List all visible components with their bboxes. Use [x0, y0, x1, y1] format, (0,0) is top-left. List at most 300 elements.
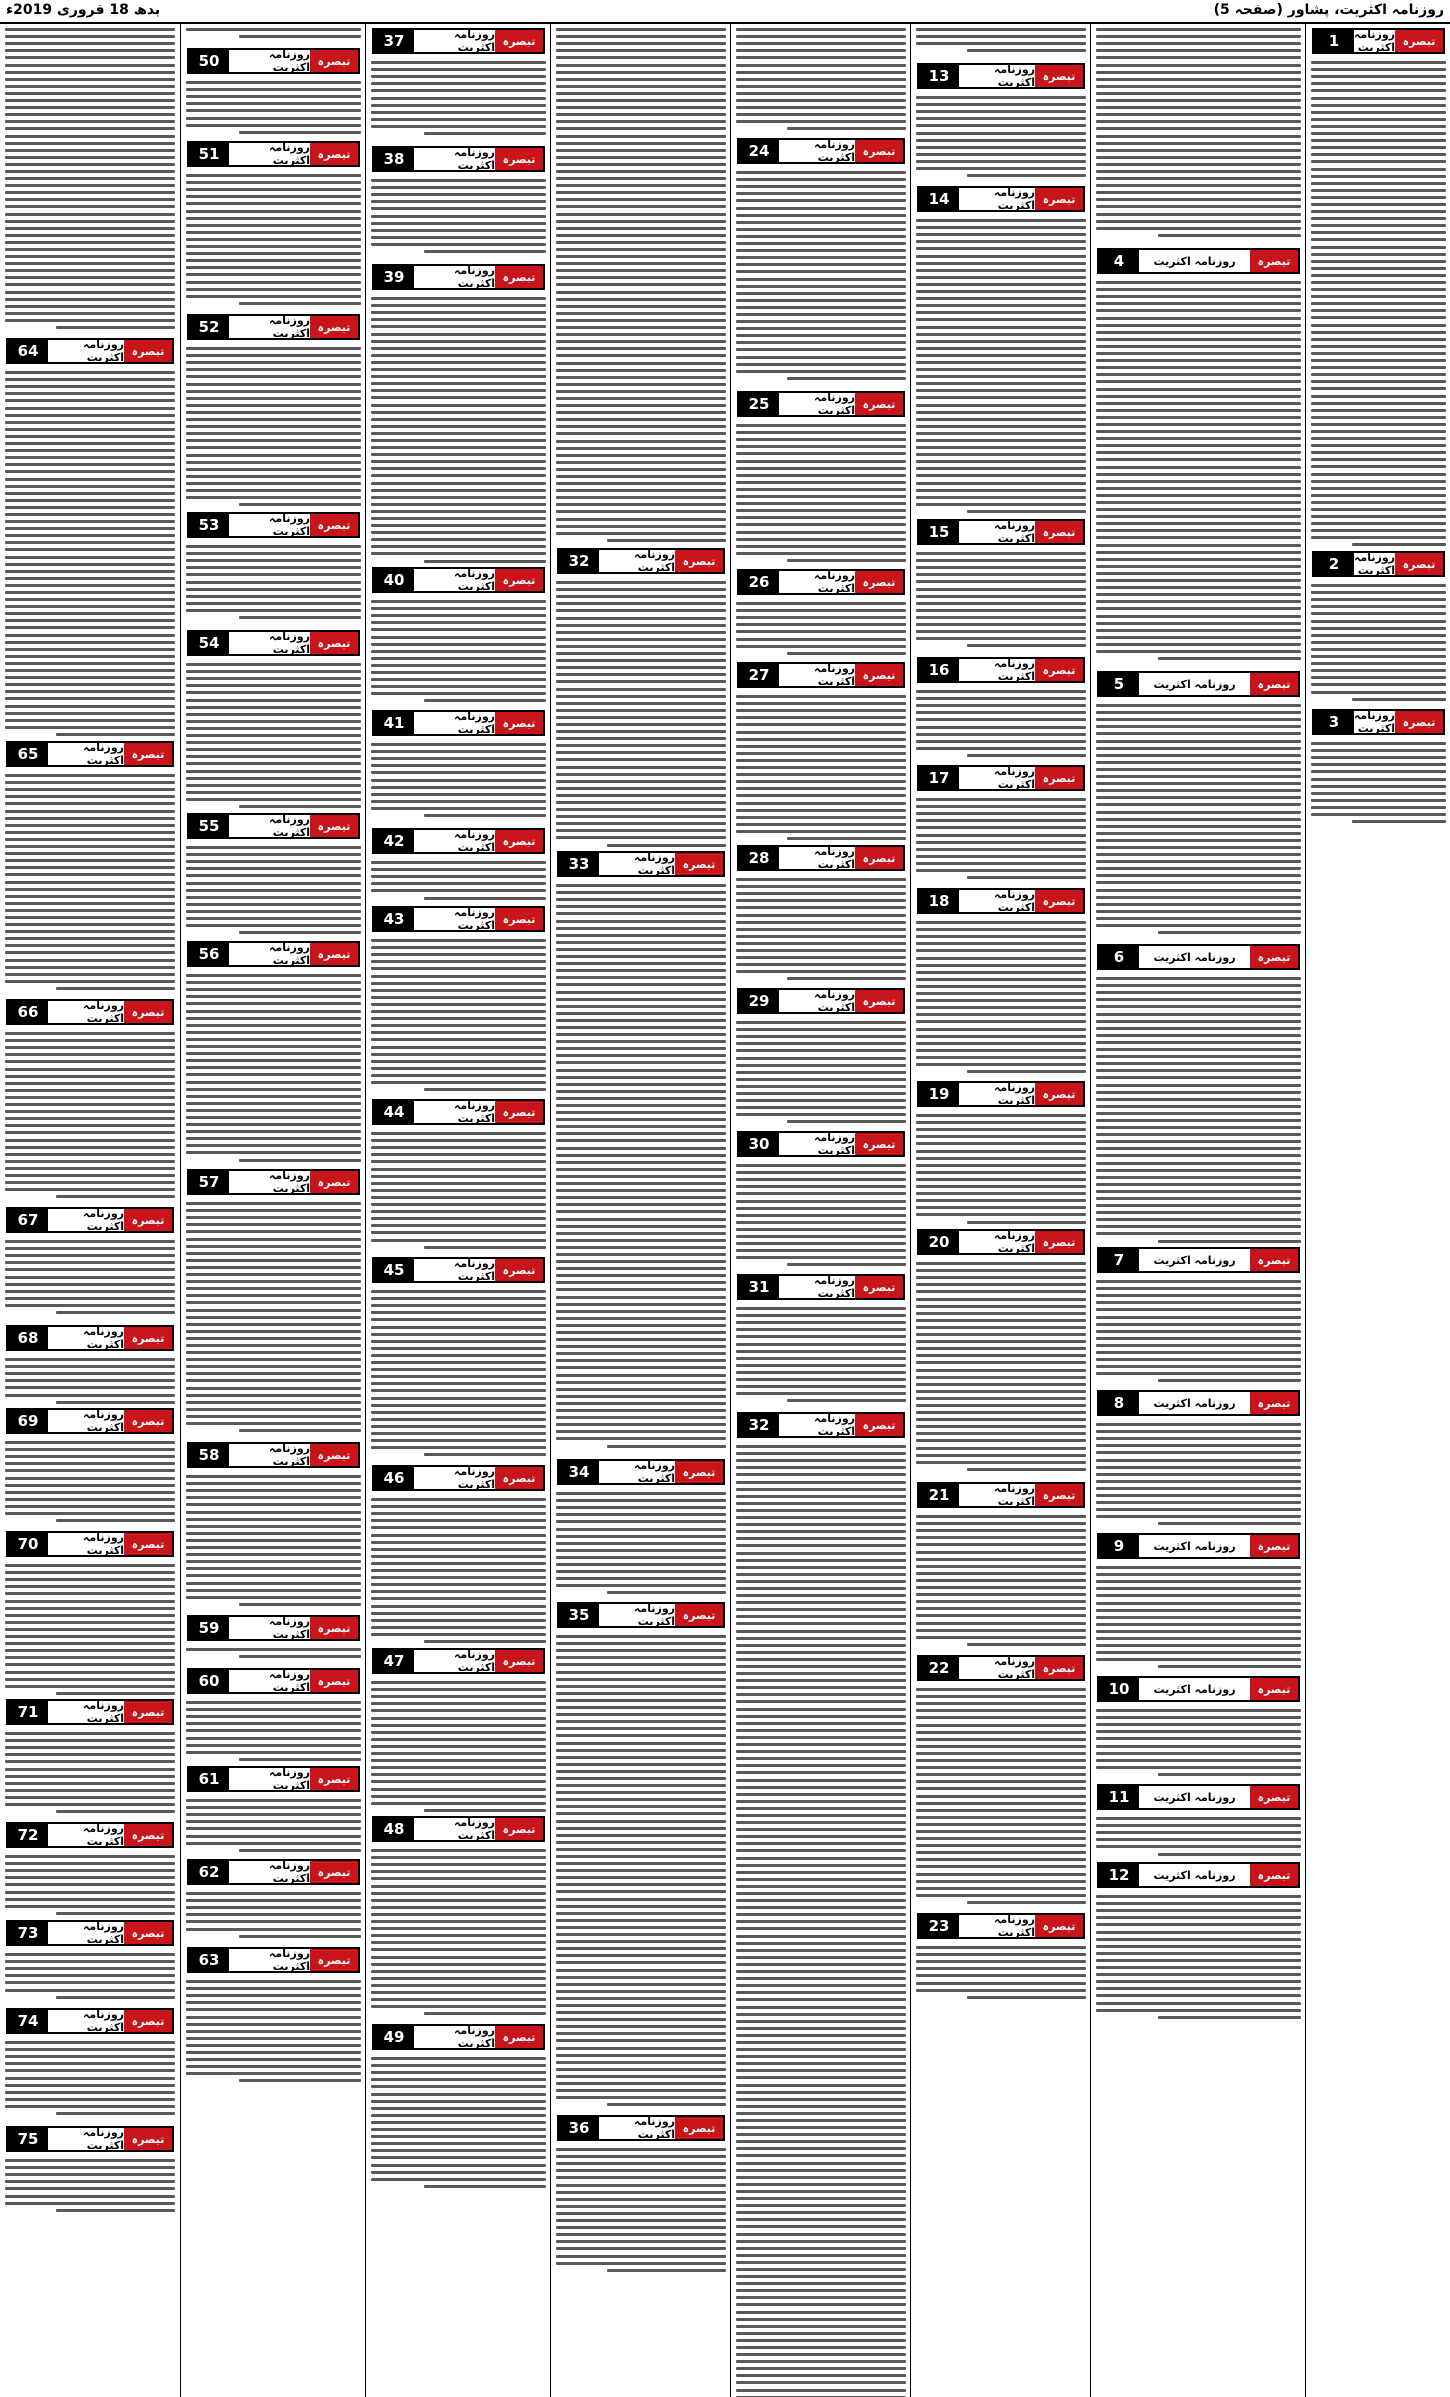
news-body: [371, 1845, 546, 2020]
news-number: 20: [919, 1231, 959, 1253]
news-source: روزنامہ اکثریت: [268, 48, 310, 74]
news-source: روزنامہ اکثریت: [453, 146, 495, 172]
news-label: تبصرہ: [495, 830, 543, 852]
news-item: [181, 813, 366, 937]
news-label: تبصرہ: [1250, 673, 1298, 695]
news-item: [551, 1459, 731, 1598]
news-body: [736, 691, 906, 841]
news-number: 7: [1099, 1249, 1139, 1271]
news-item: [551, 548, 731, 847]
news-label: تبصرہ: [495, 266, 543, 288]
news-item: [366, 710, 551, 824]
news-label: تبصرہ: [124, 1209, 172, 1231]
news-label: تبصرہ: [675, 2117, 723, 2139]
news-item: [181, 48, 366, 137]
news-item: [181, 1668, 366, 1762]
news-label: تبصرہ: [855, 571, 903, 593]
news-label: تبصرہ: [495, 712, 543, 734]
news-body: [5, 1354, 175, 1404]
news-source: روزنامہ اکثریت: [993, 888, 1035, 914]
news-item: [731, 1131, 911, 1270]
news-body: [186, 541, 361, 626]
news-source: روزنامہ اکثریت: [268, 1859, 310, 1885]
news-tag: [737, 1131, 905, 1157]
news-number: 9: [1099, 1535, 1139, 1557]
news-number: 55: [189, 815, 229, 837]
news-label: تبصرہ: [1035, 1083, 1083, 1105]
news-source: روزنامہ اکثریت: [1153, 950, 1236, 964]
news-body: [916, 1110, 1086, 1225]
news-body: [186, 1795, 361, 1855]
news-body: [186, 343, 361, 508]
news-body: [736, 1303, 906, 1408]
page-header: [0, 0, 1450, 24]
news-body: [5, 1728, 175, 1818]
news-source: روزنامہ اکثریت: [268, 141, 310, 167]
news-number: 4: [1099, 250, 1139, 272]
news-tag: [187, 1947, 360, 1973]
news-label: تبصرہ: [1250, 1678, 1298, 1700]
news-source: روزنامہ اکثریت: [82, 1822, 124, 1848]
news-tag: [6, 1408, 174, 1434]
news-source: روزنامہ اکثریت: [1153, 1868, 1236, 1882]
news-label: تبصرہ: [855, 847, 903, 869]
news-item: [551, 2115, 731, 2274]
news-body: [916, 794, 1086, 884]
news-label: تبصرہ: [855, 664, 903, 686]
news-body: [916, 917, 1086, 1077]
news-number: 62: [189, 1861, 229, 1883]
news-body: [371, 1128, 546, 1253]
news-number: 75: [8, 2128, 48, 2150]
news-body: [736, 1441, 906, 2397]
news-item: [366, 28, 551, 142]
news-number: 67: [8, 1209, 48, 1231]
news-body: [1096, 973, 1301, 1243]
news-label: تبصرہ: [495, 569, 543, 591]
news-source: روزنامہ اکثریت: [633, 1459, 675, 1485]
news-label: تبصرہ: [310, 815, 358, 837]
news-body: [5, 1437, 175, 1527]
news-item: [1091, 1862, 1306, 2021]
news-number: 52: [189, 316, 229, 338]
news-number: 39: [374, 266, 414, 288]
news-number: 21: [919, 1484, 959, 1506]
news-item: [731, 662, 911, 841]
news-label: تبصرہ: [1250, 1864, 1298, 1886]
news-body: [371, 935, 546, 1095]
news-body: [371, 293, 546, 563]
news-tag: [187, 941, 360, 967]
news-body: [186, 1697, 361, 1762]
news-tag: [187, 1668, 360, 1694]
news-tag: [737, 138, 905, 164]
news-number: 47: [374, 1650, 414, 1672]
news-number: 65: [8, 743, 48, 765]
news-item: [366, 1465, 551, 1644]
news-source: روزنامہ اکثریت: [993, 657, 1035, 683]
news-label: تبصرہ: [310, 514, 358, 536]
news-number: 25: [739, 393, 779, 415]
news-number: 12: [1099, 1864, 1139, 1886]
news-body: [371, 1286, 546, 1461]
news-label: تبصرہ: [1035, 65, 1083, 87]
news-label: تبصرہ: [675, 853, 723, 875]
news-item: [181, 1615, 366, 1664]
news-label: تبصرہ: [495, 1101, 543, 1123]
news-label: تبصرہ: [124, 1533, 172, 1555]
news-tag: [372, 1648, 545, 1674]
news-source: روزنامہ اکثریت: [1353, 551, 1396, 577]
news-body: [916, 92, 1086, 182]
news-number: 72: [8, 1824, 48, 1846]
news-label: تبصرہ: [124, 1922, 172, 1944]
news-number: 57: [189, 1171, 229, 1193]
news-label: تبصرہ: [1250, 1249, 1298, 1271]
issue-date: بدھ 18 فروری 2019ء: [6, 2, 161, 18]
news-number: 61: [189, 1768, 229, 1790]
news-item: [911, 24, 1091, 59]
news-label: تبصرہ: [1250, 1535, 1298, 1557]
news-tag: [372, 264, 545, 290]
news-body: [186, 1198, 361, 1438]
news-label: تبصرہ: [855, 393, 903, 415]
news-label: تبصرہ: [855, 1133, 903, 1155]
news-item: [181, 512, 366, 626]
news-item: [911, 888, 1091, 1077]
news-number: 73: [8, 1922, 48, 1944]
news-label: تبصرہ: [855, 1276, 903, 1298]
news-label: تبصرہ: [124, 2128, 172, 2150]
news-item: [366, 906, 551, 1095]
news-item: [911, 657, 1091, 761]
news-number: 36: [559, 2117, 599, 2139]
news-item: [1091, 1533, 1306, 1672]
news-number: 50: [189, 50, 229, 72]
news-tag: [917, 765, 1085, 791]
news-source: روزنامہ اکثریت: [993, 1482, 1035, 1508]
news-item: [0, 24, 180, 334]
news-item: [0, 1531, 180, 1695]
news-tag: [917, 888, 1085, 914]
news-label: تبصرہ: [124, 340, 172, 362]
news-body: [5, 1028, 175, 1203]
news-source: روزنامہ اکثریت: [813, 662, 855, 688]
news-item: [911, 1482, 1091, 1651]
news-item: [0, 338, 180, 737]
news-source: روزنامہ اکثریت: [453, 264, 495, 290]
news-item: [731, 569, 911, 658]
masthead: روزنامہ اکثریت، پشاور (صفحہ 5): [1213, 2, 1444, 18]
news-number: 26: [739, 571, 779, 593]
news-body: [736, 420, 906, 565]
news-body: [371, 596, 546, 706]
news-item: [551, 24, 731, 544]
news-item: [0, 1325, 180, 1404]
news-tag: [1312, 551, 1445, 577]
news-label: تبصرہ: [855, 990, 903, 1012]
news-label: تبصرہ: [1035, 1484, 1083, 1506]
news-body: [916, 215, 1086, 515]
news-body: [186, 970, 361, 1165]
news-number: 42: [374, 830, 414, 852]
news-label: تبصرہ: [310, 1617, 358, 1639]
news-tag: [187, 141, 360, 167]
news-label: تبصرہ: [124, 743, 172, 765]
news-label: تبصرہ: [310, 50, 358, 72]
news-label: تبصرہ: [1250, 250, 1298, 272]
news-item: [731, 988, 911, 1127]
news-source: روزنامہ اکثریت: [633, 2115, 675, 2141]
news-item: [731, 845, 911, 984]
news-number: 40: [374, 569, 414, 591]
news-label: تبصرہ: [124, 1701, 172, 1723]
news-item: [911, 519, 1091, 653]
news-tag: [187, 630, 360, 656]
news-tag: [372, 146, 545, 172]
news-tag: [1097, 1390, 1300, 1416]
news-item: [366, 1099, 551, 1253]
news-item: [181, 314, 366, 508]
news-label: تبصرہ: [495, 148, 543, 170]
news-tag: [187, 1615, 360, 1641]
news-source: روزنامہ اکثریت: [82, 1531, 124, 1557]
news-tag: [917, 63, 1085, 89]
news-item: [911, 186, 1091, 515]
news-source: روزنامہ اکثریت: [82, 999, 124, 1025]
news-label: تبصرہ: [1250, 946, 1298, 968]
news-label: تبصرہ: [495, 1467, 543, 1489]
news-item: [181, 1766, 366, 1855]
news-source: روزنامہ اکثریت: [268, 630, 310, 656]
news-tag: [372, 2024, 545, 2050]
news-number: 5: [1099, 673, 1139, 695]
news-body: [916, 1258, 1086, 1478]
news-body: [1096, 700, 1301, 940]
news-tag: [737, 845, 905, 871]
news-label: تبصرہ: [310, 1861, 358, 1883]
news-number: 29: [739, 990, 779, 1012]
news-source: روزنامہ اکثریت: [268, 1615, 310, 1641]
news-number: 60: [189, 1670, 229, 1692]
news-source: روزنامہ اکثریت: [813, 138, 855, 164]
news-item: [731, 391, 911, 565]
news-number: 70: [8, 1533, 48, 1555]
news-label: تبصرہ: [1250, 1392, 1298, 1414]
news-body: [5, 24, 175, 334]
news-number: 35: [559, 1604, 599, 1626]
news-number: 13: [919, 65, 959, 87]
news-source: روزنامہ اکثریت: [453, 1465, 495, 1491]
news-tag: [6, 2126, 174, 2152]
news-number: 32: [559, 550, 599, 572]
news-number: 33: [559, 853, 599, 875]
news-tag: [917, 1482, 1085, 1508]
news-body: [5, 770, 175, 995]
news-tag: [372, 1257, 545, 1283]
news-item: [1091, 671, 1306, 940]
news-source: روزنامہ اکثریت: [633, 1602, 675, 1628]
news-body: [736, 874, 906, 984]
news-source: روزنامہ اکثریت: [993, 1655, 1035, 1681]
news-label: تبصرہ: [855, 140, 903, 162]
news-source: روزنامہ اکثریت: [453, 906, 495, 932]
news-tag: [1097, 671, 1300, 697]
news-source: روزنامہ اکثریت: [82, 1325, 124, 1351]
news-body: [1096, 1562, 1301, 1672]
news-label: تبصرہ: [1035, 1657, 1083, 1679]
news-source: روزنامہ اکثریت: [1353, 709, 1396, 735]
news-source: روزنامہ اکثریت: [1153, 254, 1236, 268]
news-item: [551, 851, 731, 1455]
news-body: [556, 577, 726, 847]
news-number: 44: [374, 1101, 414, 1123]
news-tag: [6, 1207, 174, 1233]
news-source: روزنامہ اکثریت: [813, 391, 855, 417]
column-c2: [1090, 24, 1306, 2397]
news-item: [1091, 1247, 1306, 1386]
news-body: [371, 1677, 546, 1812]
news-label: تبصرہ: [675, 1604, 723, 1626]
news-source: روزنامہ اکثریت: [82, 1699, 124, 1725]
news-tag: [1097, 944, 1300, 970]
news-body: [5, 2037, 175, 2122]
news-label: تبصرہ: [310, 943, 358, 965]
news-number: 48: [374, 1818, 414, 1840]
news-item: [1306, 709, 1450, 828]
news-tag: [737, 988, 905, 1014]
news-number: 56: [189, 943, 229, 965]
news-tag: [1312, 28, 1445, 54]
news-item: [366, 2024, 551, 2193]
news-tag: [557, 851, 725, 877]
news-tag: [1097, 1784, 1300, 1810]
news-source: روزنامہ اکثریت: [993, 1229, 1035, 1255]
news-source: روزنامہ اکثریت: [633, 548, 675, 574]
column-c6: [365, 24, 551, 2397]
news-source: روزنامہ اکثریت: [1153, 1682, 1236, 1696]
news-tag: [372, 567, 545, 593]
news-tag: [1097, 1676, 1300, 1702]
news-body: [1096, 277, 1301, 667]
news-source: روزنامہ اکثریت: [813, 1131, 855, 1157]
news-item: [1091, 1784, 1306, 1858]
news-label: تبصرہ: [1250, 1786, 1298, 1808]
news-label: تبصرہ: [495, 908, 543, 930]
news-tag: [917, 657, 1085, 683]
news-source: روزنامہ اکثریت: [1153, 1539, 1236, 1553]
news-source: روزنامہ اکثریت: [82, 338, 124, 364]
news-body: [5, 1851, 175, 1916]
news-source: روزنامہ اکثریت: [82, 741, 124, 767]
news-source: روزنامہ اکثریت: [268, 1442, 310, 1468]
news-tag: [917, 1081, 1085, 1107]
news-number: 3: [1314, 711, 1354, 733]
news-item: [911, 63, 1091, 182]
news-item: [1091, 1390, 1306, 1529]
news-body: [186, 1471, 361, 1611]
news-body: [916, 1511, 1086, 1651]
news-source: روزنامہ اکثریت: [453, 828, 495, 854]
news-label: تبصرہ: [495, 1818, 543, 1840]
news-tag: [372, 710, 545, 736]
news-tag: [187, 1766, 360, 1792]
news-item: [1091, 1676, 1306, 1780]
news-label: تبصرہ: [675, 550, 723, 572]
news-body: [736, 167, 906, 387]
news-label: تبصرہ: [124, 1327, 172, 1349]
news-number: 68: [8, 1327, 48, 1349]
news-body: [186, 170, 361, 310]
news-body: [736, 598, 906, 658]
column-c7: [180, 24, 366, 2397]
news-item: [366, 1257, 551, 1461]
news-tag: [737, 1274, 905, 1300]
news-item: [731, 1412, 911, 2397]
news-item: [366, 567, 551, 706]
column-c8: [0, 24, 180, 2397]
news-source: روزنامہ اکثریت: [813, 845, 855, 871]
news-body: [1311, 580, 1446, 705]
news-source: روزنامہ اکثریت: [82, 2126, 124, 2152]
news-item: [0, 1408, 180, 1527]
news-number: 19: [919, 1083, 959, 1105]
news-number: 43: [374, 908, 414, 930]
news-number: 59: [189, 1617, 229, 1639]
news-label: تبصرہ: [1035, 1915, 1083, 1937]
news-number: 1: [1314, 30, 1354, 52]
news-label: تبصرہ: [310, 1444, 358, 1466]
news-tag: [187, 1859, 360, 1885]
news-label: تبصرہ: [124, 1824, 172, 1846]
news-label: تبصرہ: [310, 316, 358, 338]
column-c3: [910, 24, 1091, 2397]
news-body: [1096, 1419, 1301, 1529]
news-tag: [187, 314, 360, 340]
news-item: [731, 24, 911, 134]
news-item: [551, 1602, 731, 2111]
news-item: [181, 141, 366, 310]
news-body: [186, 1644, 361, 1664]
news-source: روزنامہ اکثریت: [813, 1412, 855, 1438]
news-number: 51: [189, 143, 229, 165]
news-number: 64: [8, 340, 48, 362]
news-body: [371, 739, 546, 824]
news-tag: [187, 512, 360, 538]
news-tag: [737, 1412, 905, 1438]
news-source: روزنامہ اکثریت: [453, 1257, 495, 1283]
news-label: تبصرہ: [495, 2026, 543, 2048]
news-number: 69: [8, 1410, 48, 1432]
news-body: [371, 857, 546, 902]
news-body: [186, 24, 361, 44]
news-body: [736, 1160, 906, 1270]
news-body: [186, 1888, 361, 1943]
news-number: 11: [1099, 1786, 1139, 1808]
news-source: روزنامہ اکثریت: [268, 941, 310, 967]
news-tag: [187, 813, 360, 839]
news-tag: [917, 519, 1085, 545]
news-tag: [6, 1325, 174, 1351]
news-body: [556, 1488, 726, 1598]
news-label: تبصرہ: [675, 1461, 723, 1483]
news-body: [1311, 738, 1446, 828]
news-number: 6: [1099, 946, 1139, 968]
news-source: روزنامہ اکثریت: [453, 1099, 495, 1125]
news-body: [371, 2053, 546, 2193]
news-item: [911, 1229, 1091, 1478]
news-number: 15: [919, 521, 959, 543]
